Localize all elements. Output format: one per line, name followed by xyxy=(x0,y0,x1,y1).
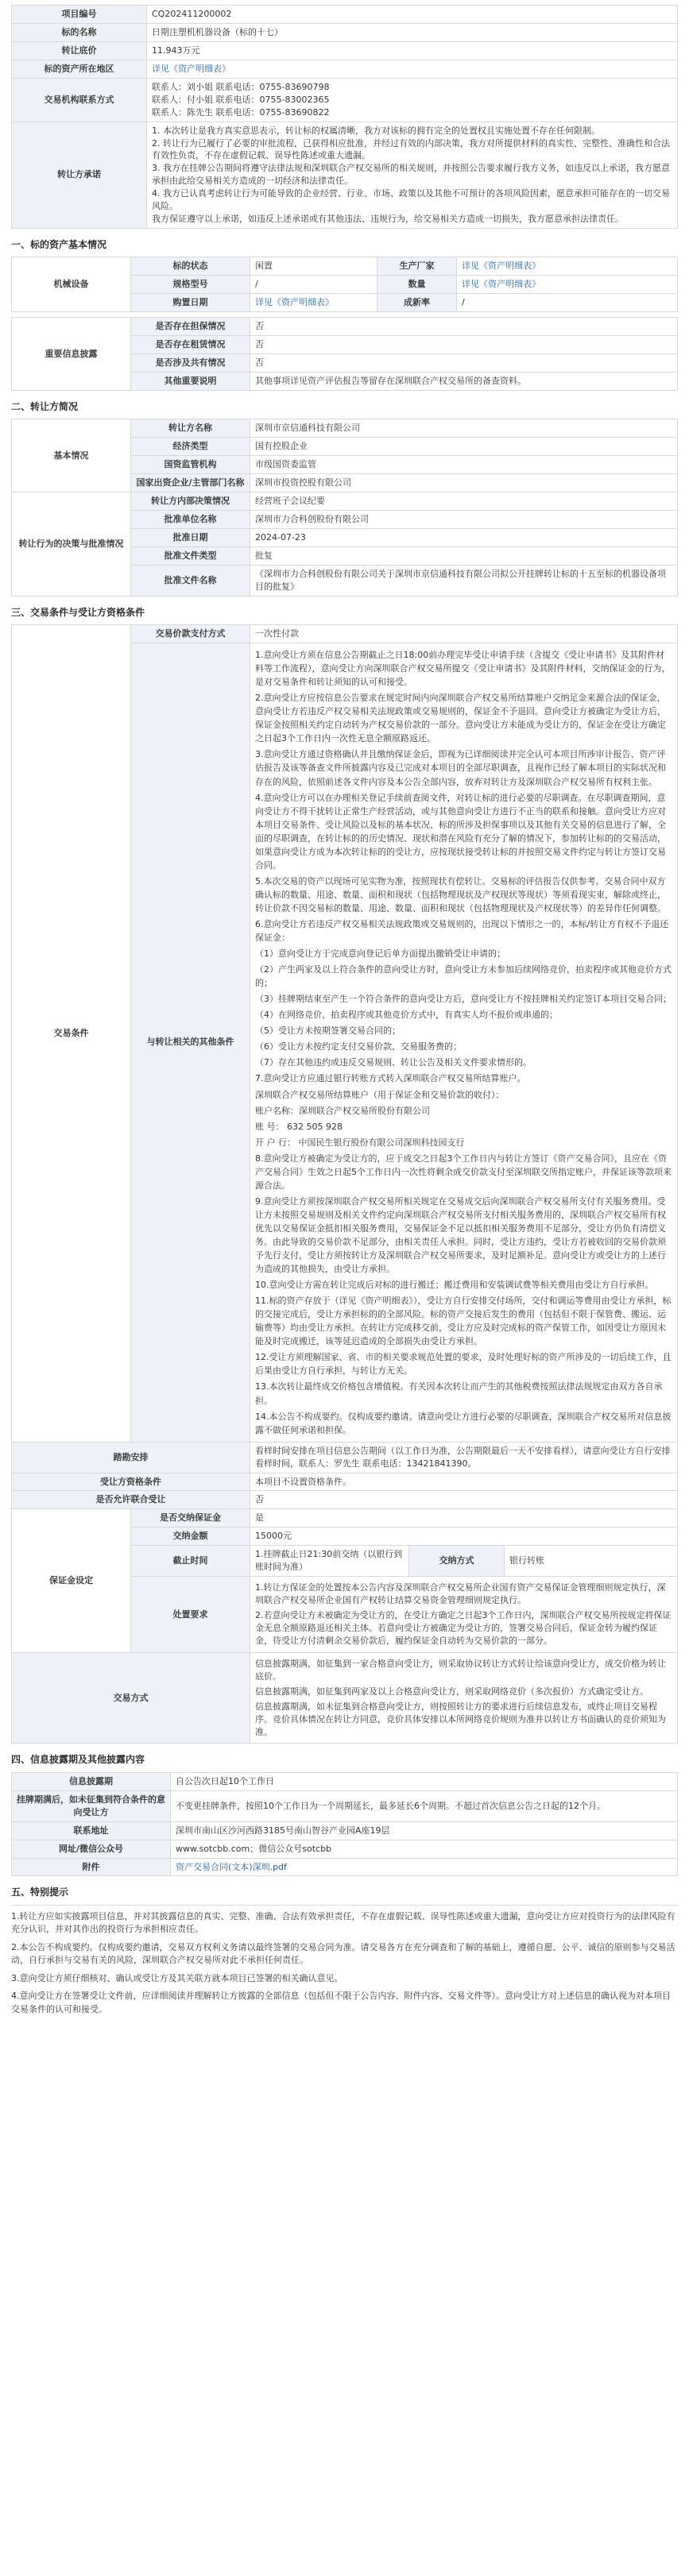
value: 否 xyxy=(250,318,678,336)
method-item: 信息披露期满，如未征集到合格意向受让方，则按照转让方的要求进行后续信息发布，或终止项目交易程序。竞价具体情况在转让方同意，竞价具体安排以本所网络竞价规则为准并以转让方书面确认的竞价须知为准。 xyxy=(255,1701,666,1737)
condition-item: 开 户 行： 中国民生银行股份有限公司深圳科技园支行 xyxy=(255,1137,465,1148)
label: 网址/微信公众号 xyxy=(12,1840,171,1858)
label: 批准单位名称 xyxy=(131,511,250,529)
label: 转让底价 xyxy=(12,41,147,60)
trade-conditions-label: 交易条件 xyxy=(12,625,131,1442)
condition-item: 13.本次转让最终成交价格包含增值税。有关因本次转让而产生的其他税费按照法律法规规定由双方各自承担。 xyxy=(255,1381,663,1406)
label: 交易方式 xyxy=(12,1652,250,1744)
label: 项目编号 xyxy=(12,6,147,24)
value[interactable]: 详见《资产明细表》 xyxy=(457,257,678,276)
label: 与转让相关的其他条件 xyxy=(131,643,250,1442)
label: 批准文件类型 xyxy=(131,546,250,565)
method-item: 信息披露期满，如征集到一家合格意向受让方，则采取协议转让方式转让给该意向受让方，成交价格为转让底价。 xyxy=(255,1658,666,1682)
condition-item: （7）存在其他违约或违反交易规则、转让公告及相关文件要求情形的。 xyxy=(255,1057,532,1068)
condition-item: （6）受让方未按约定支付交易价款、交易服务费的； xyxy=(255,1041,462,1052)
condition-item: 11.标的资产存放于（详见《资产明细表》），受让方自行安排交付场所，交付和调运等费用由受让方承担，标的交接完成后，受让方承担标的的全部风险。标的资产交接后发生的费用（包括但不限于保管费、搬运、运输费等）均由受让方承担。在转让方完成移交前，受让方应及时完成标的资产保管工作，如因受让方原因未能及时完成搬迁，该等延迟造成的全部损失由受让方承担。 xyxy=(255,1296,672,1347)
label: 转让方内部决策情况 xyxy=(131,492,250,511)
value: CQ202411200002 xyxy=(147,6,678,24)
condition-item: 7.意向受让方应通过银行转账方式转入深圳联合产权交易所结算账户。 xyxy=(255,1073,526,1084)
divider xyxy=(11,1905,678,1906)
row-base-price xyxy=(12,41,678,60)
value[interactable]: 详见《资产明细表》 xyxy=(457,276,678,294)
value: 国有控股企业 xyxy=(250,438,678,456)
label: 成新率 xyxy=(377,294,457,312)
condition-item: 12.受让方须理解国家、省、市的相关要求规范处置的要求，及时处理好标的资产所涉及的一切后续工作，且后果由受让方自行承担，与转让方无关。 xyxy=(255,1352,672,1377)
label: 国家出资企业/主管部门名称 xyxy=(131,474,250,492)
value xyxy=(250,1577,678,1653)
condition-item: 深圳联合产权交易所结算账户（用于保证金和交易价款的收付）： xyxy=(255,1089,505,1100)
condition-item: 3.意向受让方通过资格确认并且缴纳保证金后，即视为已详细阅读并完全认可本项目所涉审计报告、资产评估报告及该等备查文件所披露内容及已完成对本项目的全部尽职调查，且视作已经了解本项目的实际状况和存在的风险，依照前述各文件内容及本公告全部内容，放弃对转让方及深圳联合产权交易所有权利主张。 xyxy=(255,749,666,787)
label: 数量 xyxy=(377,276,457,294)
label: 交纳金额 xyxy=(131,1527,250,1546)
contact-line: 联系人：刘小姐 联系电话：0755-83690798 xyxy=(152,81,330,92)
basic-label: 基本情况 xyxy=(12,419,131,492)
value: 深圳市力合科创股份有限公司 xyxy=(250,511,678,529)
label: 处置要求 xyxy=(131,1577,250,1653)
label: 转让方名称 xyxy=(131,419,250,438)
value: 不变更挂牌条件，按照10个工作日为一个周期延长，最多延长6个周期。不超过首次信息公告之日起的12个月。 xyxy=(171,1790,678,1821)
decision-label: 转让行为的决策与批准情况 xyxy=(12,492,131,597)
condition-item: 4.意向受让方可以在办理相关登记手续前查阅文件，对转让标的进行必要的尽职调查。在尽职调查期间，意向受让方不得干扰转让正常生产经营活动，或与其他意向受让方进行不正当的联系和接触。意向受让方应对本项目交易条件、受让风险以及标的基本状况、标的所涉及担保事项以及其他有关交易的信息进行了解，全面的尽职调查，在转让标的的历史情况、现状和潜在风险有充分了解的情况下，参加转让标的的交易活动，如果意向受让方成为本次转让标的的受让方，应按现状接受转让标的并按照交易文件约定与转让方签订交易合同。 xyxy=(255,792,666,871)
value: 经营班子会议纪要 xyxy=(250,492,678,511)
value: 11.943万元 xyxy=(147,41,678,60)
row-contacts xyxy=(12,78,678,122)
label: 踏勘安排 xyxy=(12,1442,250,1473)
contact-line: 联系人：陈先生 联系电话：0755-83690822 xyxy=(152,106,330,118)
contact-line: 联系人：付小姐 联系电话：0755-83002365 xyxy=(152,94,330,105)
label: 是否允许联合受让 xyxy=(12,1491,250,1509)
label: 交易机构联系方式 xyxy=(12,78,147,122)
value: 否 xyxy=(250,1491,678,1509)
section-title: 一、标的资产基本情况 xyxy=(11,239,107,251)
value: 深圳市投资控股有限公司 xyxy=(250,474,678,492)
label: 信息披露期 xyxy=(12,1772,171,1790)
condition-item: 1.意向受让方须在信息公告期截止之日18:00前办理完毕受让申请手续（含提交《受让申请书》及其附件材料等工作流程），意向受让方向深圳联合产权交易所提交《受让申请书》及其附件材料，交纳保证金的行为，是对交易条件和转让须知的认可和接受。 xyxy=(255,650,671,688)
disclosure-period-table xyxy=(11,1772,678,1877)
section-title: 四、信息披露期及其他披露内容 xyxy=(11,1754,145,1766)
label: 购置日期 xyxy=(131,294,250,312)
equipment-label: 机械设备 xyxy=(12,257,131,312)
label: 附件 xyxy=(12,1858,171,1876)
value: 自公告次日起10个工作日 xyxy=(171,1772,678,1790)
value: 一次性付款 xyxy=(250,625,678,643)
label: 是否存在担保情况 xyxy=(131,318,250,336)
label: 批准文件名称 xyxy=(131,565,250,596)
row-project-no xyxy=(12,6,678,24)
condition-item: （5）受让方未按期签署交易合同的； xyxy=(255,1025,401,1037)
contact-list xyxy=(147,78,678,122)
condition-item: 2.意向受让方应按信息公告要求在规定时间内向深圳联合产权交易所结算账户交纳足金来源合法的保证金，意向受让方若违反产权交易相关法规政策或交易规则的，保证金不予退回。意向受让方被确定为受让方后，保证金按照相关约定自动转为产权交易价款的一部分。意向受让方未能成为受让方的，保证金在受让方确定之日起3个工作日内一次性无息全额原路返还。 xyxy=(255,693,666,744)
condition-item: 14.本公告不构成要约。仅构成要约邀请。请意向受让方进行必要的尽职调查，深圳联合产权交易所对信息披露不做任何承诺和担保。 xyxy=(255,1411,672,1435)
value: 日期注塑机机器设备（标的十七） xyxy=(147,23,678,41)
note: 1.转让方应如实披露项目信息，并对其披露信息的真实、完整、准确、合法有效承担责任，不存在虚假记载、误导性陈述或重大遗漏，意向受让方应对投资行为的法律风险有充分认识，并对其作出的投资行为承担相应责任。 xyxy=(11,1910,675,1935)
section-title: 二、转让方简况 xyxy=(11,401,79,413)
value: 市级国资委监管 xyxy=(250,456,678,474)
attachment-link[interactable]: 资产交易合同(文本)深圳.pdf xyxy=(171,1858,678,1876)
label: 是否涉及共有情况 xyxy=(131,354,250,373)
note: 3.意向受让方须仔细核对、确认或受让方及其关联方就本项目已签署的相关确认意见。 xyxy=(11,1972,343,1983)
equipment-table xyxy=(11,257,678,312)
value: 看样时间安排在项目信息公告期间（以工作日为准，公告期限最后一天不安排看样），请意向受让方自行安排看样时间，联系人：罗先生 联系电话：13421841390。 xyxy=(250,1442,678,1473)
value: 闲置 xyxy=(250,257,377,276)
condition-item: （4）在网络竞价、拍卖程序或其他竞价方式中，有真实人均不报价或串通的； xyxy=(255,1010,558,1021)
value: www.sotcbb.com；微信公众号sotcbb xyxy=(171,1840,678,1858)
row-location xyxy=(12,60,678,78)
label: 是否交纳保证金 xyxy=(131,1509,250,1527)
note: 4.意向受让方在签署受让文件前，应详细阅读并理解转让方披露的全部信息（包括但不限于公告内容、附件内容、交易文件等）。意向受让方对上述信息的确认视为对本项目交易条件的认可和接受。 xyxy=(11,1991,671,2014)
value: 2024-07-23 xyxy=(250,529,678,547)
condition-item: 6.意向受让方若违反产权交易相关法规政策或交易规则的，出现以下情形之一的，本标/转让方有权不予退还保证金： xyxy=(255,919,669,944)
value: 15000元 xyxy=(250,1527,678,1546)
label: 规格型号 xyxy=(131,276,250,294)
section-title: 五、特别提示 xyxy=(11,1887,69,1898)
commitment-text: 1. 本次转让是我方真实意思表示，转让标的权属清晰，我方对该标的拥有完全的处置权且实施处置不存在任何限制。 2. 转让行为已履行了必要的审批流程，已获得相应批准，并经过有效的内部决策，我方对所提供材料的真实性、完整性、准确性和合法有效性负责，不存在虚假记载、误导性陈述或重大遗漏。 3. 我方在挂牌公告期间将遵守法律法规和深圳联合产权交易所的相关规则，并按照公告要求履行我方义务，如违反以上承诺，我方愿意承担由此给交易相关方造成的一切经济和法律责任。 4. 我方已认真考虑转让行为可能导致的企业经营、行业、市场、政策以及其他不可预计的各项风险因素，愿意承担可能存在的一切交易风险。 我方保证遵守以上承诺，如违反上述承诺或有其他违法、违规行为，给交易相关方造成一切损失，我方愿意承担法律责任。 xyxy=(147,122,678,229)
condition-item: （1）意向受让方于完成意向登记后单方面提出撤销受让申请的； xyxy=(255,948,505,960)
label: 标的状态 xyxy=(131,257,250,276)
value[interactable]: 详见《资产明细表》 xyxy=(250,294,377,312)
section-title: 三、交易条件与受让方资格条件 xyxy=(11,606,145,618)
handling-item: 2.若意向受让方未被确定为受让方的，在受让方确定之日起3个工作日内，深圳联合产权交易所按规定将保证金无息全额原路退还相关主体。若意向受让方被确定为受让方的，签署交易合同后，保证金转为履约保证金，待受让方付清剩余交易价款后，履约保证金自动转为交易价款的一部分。 xyxy=(255,1610,672,1646)
label: 标的名称 xyxy=(12,23,147,41)
value: 深圳市京信通科技有限公司 xyxy=(250,419,678,438)
label: 受让方资格条件 xyxy=(12,1473,250,1491)
label: 经济类型 xyxy=(131,438,250,456)
transferor-table xyxy=(11,419,678,596)
label: 是否存在租赁情况 xyxy=(131,336,250,354)
value: 是 xyxy=(250,1509,678,1527)
label: 批准日期 xyxy=(131,529,250,547)
condition-item: 账户名称：深圳联合产权交易所股份有限公司 xyxy=(255,1105,430,1116)
label: 截止时间 xyxy=(131,1546,250,1577)
value xyxy=(250,1652,678,1744)
condition-item: （3）挂牌期结束至产生一个符合条件的意向受让方后，意向受让方不按挂牌相关约定签订本项目交易合同； xyxy=(255,994,672,1005)
condition-item: 9.意向受让方须按深圳联合产权交易所相关规定在交易成交后向深圳联合产权交易所支付有关服务费用。受让方未按照交易规则及相关文件约定向深圳联合产权交易所支付相关服务费用的，深圳联合产权交易所有权优先以交易保证金抵扣相关服务费用，交易保证金不足以抵扣相关服务费用不足部分，受让方仍负有清偿义务。由此导致的交易价款不足部分，由相关责任人承担。同时，受让方违约，受让方若被收回的交易价款须予先行支付，受让方须按转让方及深圳联合产权交易所要求，及时足额补足。意向受让方或受让方的上述行为造成的其他损失，由受让方承担。 xyxy=(255,1195,666,1275)
value: 《深圳市力合科创股份有限公司关于深圳市京信通科技有限公司拟公开挂牌转让标的十五至标的机器设备项目的批复》 xyxy=(250,565,678,596)
condition-item: （2）产生两家及以上符合条件的意向受让方时，意向受让方未参加后续网络竞价，拍卖程序或其他竞价方式的； xyxy=(255,964,672,989)
value: 否 xyxy=(250,336,678,354)
label: 标的资产所在地区 xyxy=(12,60,147,78)
disclosure-table xyxy=(11,317,678,391)
label: 国资监管机构 xyxy=(131,456,250,474)
value: 批复 xyxy=(250,546,678,565)
note: 2.本公告不构成要约。仅构成要约邀请，交易双方权利义务请以最终签署的交易合同为准。请交易各方在充分调查和了解的基础上，遵循自愿、公平、诚信的原则参与交易活动，自行承担与交易有关的风险，深圳联合产权交易所对此不承担任何责任。 xyxy=(11,1941,675,1966)
label: 其他重要说明 xyxy=(131,373,250,391)
value: 银行转账 xyxy=(505,1546,678,1577)
disclosure-label: 重要信息披露 xyxy=(12,318,131,391)
value: 1.挂牌截止日21:30前交纳（以银行到账时间为准） xyxy=(250,1546,409,1577)
condition-item: 10.意向受让方需在转让完成后对标的进行搬迁；搬迁费用和安装调试费等相关费用由受让方自行承担。 xyxy=(255,1280,654,1291)
value[interactable]: 详见《资产明细表》 xyxy=(147,60,678,78)
value: 本项目不设置资格条件。 xyxy=(250,1473,678,1491)
label: 挂牌期满后，如未征集到符合条件的意向受让方 xyxy=(12,1790,171,1821)
label: 交纳方式 xyxy=(409,1546,505,1577)
label: 生产厂家 xyxy=(377,257,457,276)
handling-item: 1.转让方保证金的处置按本公告内容及深圳联合产权交易所企业国有资产交易保证金管理细则规定执行，深圳联合产权交易所企业国有产权转让结算交易资金管理细则规定执行。 xyxy=(255,1582,666,1606)
value: / xyxy=(457,294,678,312)
row-commitment xyxy=(12,122,678,229)
condition-item: 账 号： 632 505 928 xyxy=(255,1121,343,1132)
conditions-list xyxy=(250,643,678,1442)
condition-item: 8.意向受让方被确定为受让方的，应于成交之日起3个工作日内与转让方签订《资产交易合同》，且应在《资产交易合同》生效之日起5个工作日内一次性将剩余成交价款支付至深圳联交所指定账户，并保证该等款项来源合法。 xyxy=(255,1153,672,1191)
deposit-label: 保证金设定 xyxy=(12,1509,131,1652)
label: 转让方承诺 xyxy=(12,122,147,229)
value: / xyxy=(250,276,377,294)
label: 交易价款支付方式 xyxy=(131,625,250,643)
conditions-table xyxy=(11,624,678,1509)
project-table xyxy=(11,5,678,229)
special-notes xyxy=(11,1910,678,2017)
value: 其他事项详见资产评估报告等留存在深圳联合产权交易所的备查资料。 xyxy=(250,373,678,391)
method-item: 信息披露期满，如征集到两家及以上合格意向受让方，则采取网络竞价（多次报价）方式确定受让方。 xyxy=(255,1686,648,1697)
label: 联系地址 xyxy=(12,1821,171,1840)
row-asset-name xyxy=(12,23,678,41)
value: 否 xyxy=(250,354,678,373)
value: 深圳市南山区沙河西路3185号南山智谷产业园A座19层 xyxy=(171,1821,678,1840)
condition-item: 5.本次交易的资产以现场可见实物为准，按照现状有偿转让。交易标的评估报告仅供参考。交易合同中双方确认标的数量、用途、数量、面积和现状（包括物理现状及产权现状等现状）等须看现实束，解除或终止，转让价款不因交易标的数量、用途、数量、面积和现状（包括物理现状及产权现状等）的差异作任何调整。 xyxy=(255,875,666,913)
deposit-table xyxy=(11,1508,678,1744)
